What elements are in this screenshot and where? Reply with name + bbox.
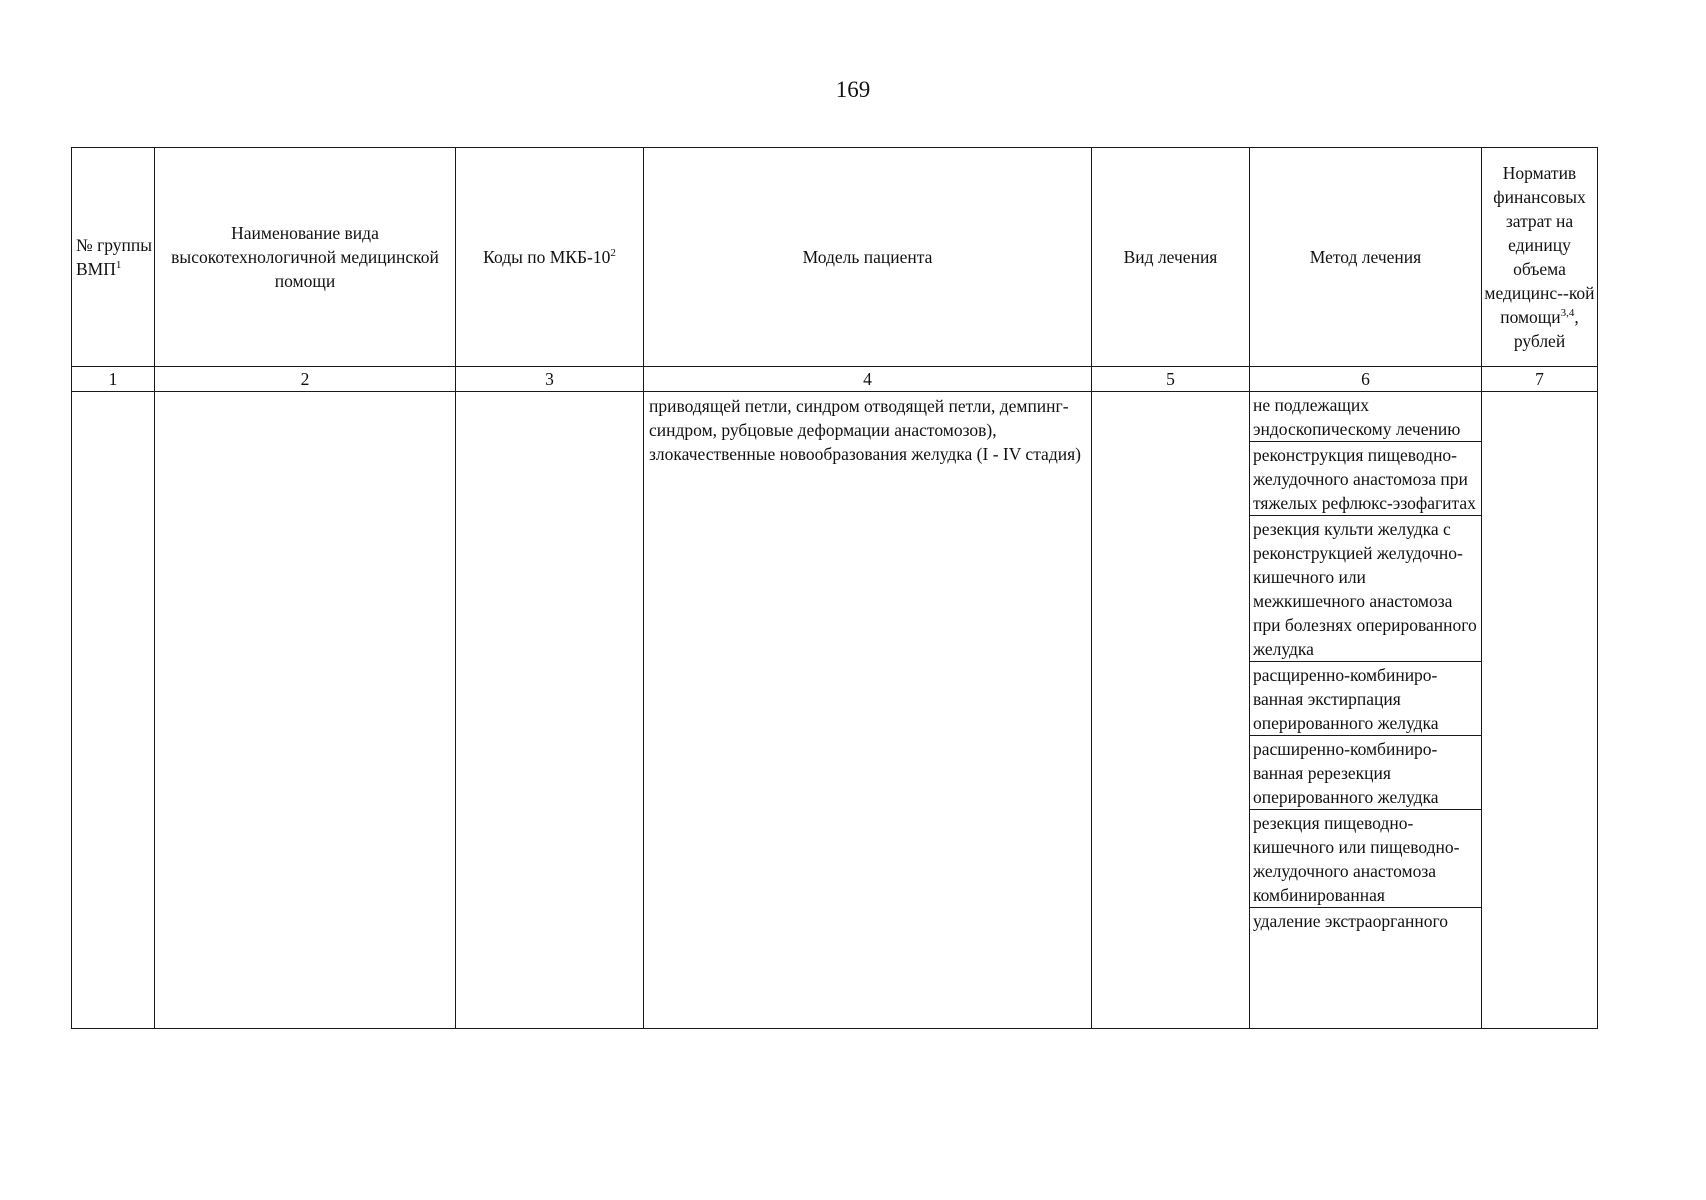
header-norm-footnote: 3,4: [1560, 307, 1575, 320]
method-item: реконструкция пищеводно-желудочного анастомоза при тяжелых рефлюкс-эзофагитах: [1250, 442, 1481, 516]
cell-patient-model: приводящей петли, синдром отводящей петли, демпинг-синдром, рубцовые деформации анастомозов), злокачественные новообразования желудка (I - IV стадия): [644, 392, 1092, 1029]
header-codes: Коды по МКБ-$10^2$: [456, 148, 644, 367]
method-item: расширенно-комбиниро-ванная ререзекция оперированного желудка: [1250, 736, 1481, 810]
cell-methods: [1250, 392, 1482, 1029]
column-number: 7: [1482, 367, 1598, 392]
cell-name: [155, 392, 456, 1029]
method-item: расщиренно-комбиниро-ванная экстирпация оперированного желудка: [1250, 662, 1481, 736]
header-method: Метод лечения: [1250, 148, 1482, 367]
cell-group: [72, 392, 155, 1029]
column-number: 6: [1250, 367, 1482, 392]
header-group: № группы ВМП$^1$: [72, 148, 155, 367]
table-row: [72, 392, 1598, 1029]
header-group-footnote: 1: [115, 259, 122, 272]
vmp-table: [71, 147, 1598, 1029]
column-number: 3: [456, 367, 644, 392]
header-norm: Норматив финансовых затрат на единицу объема медицинс--кой помощи$^{3,4}$, рублей: [1482, 148, 1598, 367]
header-treatment-type: Вид лечения: [1092, 148, 1250, 367]
header-model: Модель пациента: [644, 148, 1092, 367]
header-row: [72, 148, 1598, 367]
column-number: 2: [155, 367, 456, 392]
header-codes-footnote: 2: [610, 247, 616, 260]
header-name: Наименование вида высокотехнологичной медицинской помощи: [155, 148, 456, 367]
column-number: 4: [644, 367, 1092, 392]
column-number: 1: [72, 367, 155, 392]
method-item: не подлежащих эндоскопическому лечению: [1250, 392, 1481, 442]
method-item: резекция культи желудка с реконструкцией желудочно-кишечного или межкишечного анастомоза при болезнях оперированного желудка: [1250, 516, 1481, 662]
cell-codes: [456, 392, 644, 1029]
column-number: 5: [1092, 367, 1250, 392]
page-number: 169: [835, 77, 871, 102]
cell-treatment-type: [1092, 392, 1250, 1029]
column-number-row: [72, 367, 1598, 392]
method-item: удаление экстраорганного: [1253, 911, 1448, 931]
cell-norm: [1482, 392, 1598, 1029]
method-item: резекция пищеводно-кишечного или пищеводно-желудочного анастомоза комбинированная: [1250, 810, 1481, 908]
